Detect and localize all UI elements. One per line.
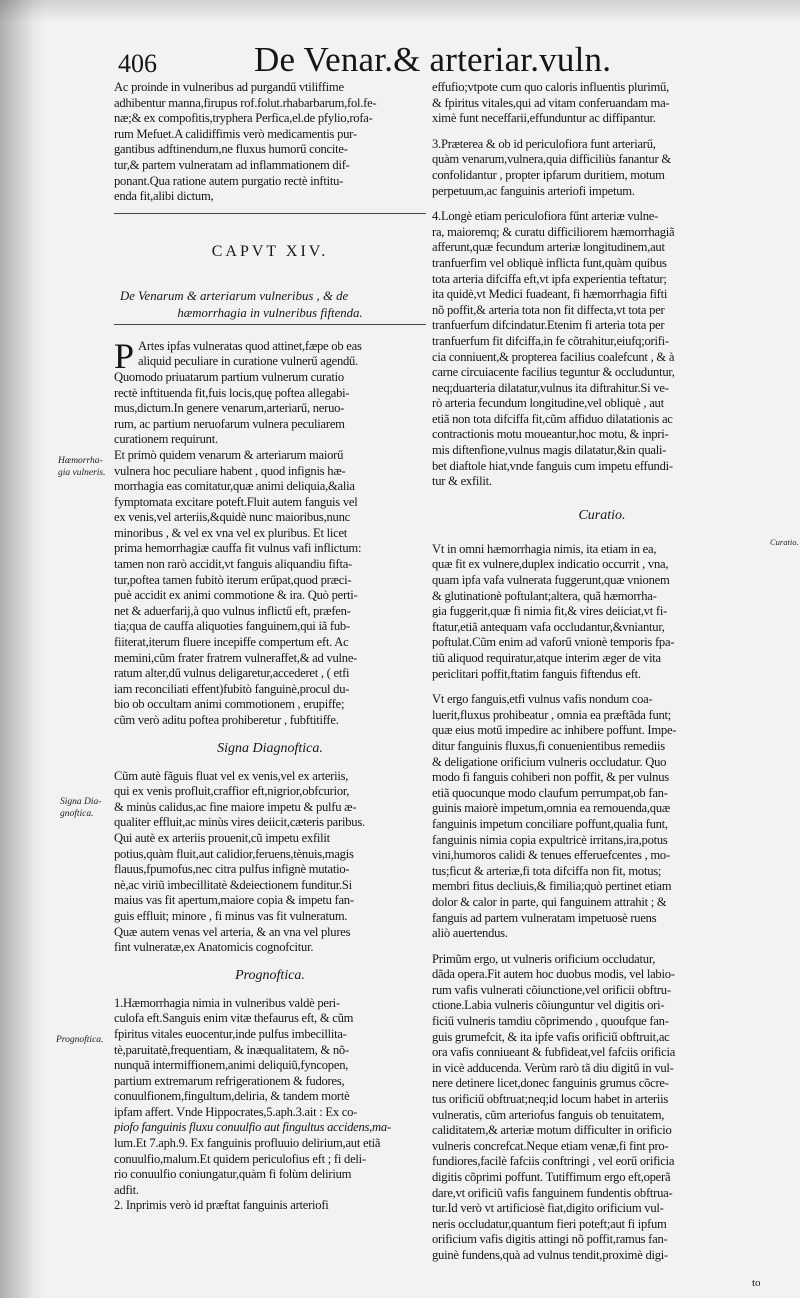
text-line: lum.Et 7.aph.9. Ex fanguinis profluuio delirium,aut etiã xyxy=(114,1136,381,1151)
text-line: periclitari poffit,ftatim fanguis fiftendus eft. xyxy=(432,666,641,681)
text-line: bio ob occultam animi commotionem , erupiffe; xyxy=(114,697,345,712)
text-line: & glutinationè poftulant;altera, quã hæmorrha- xyxy=(432,588,657,603)
text-line: carne circuiacente facilius teguntur & occluduntur, xyxy=(432,365,675,380)
text-line: tia;qua de cauffa aliquoties fanguinem,qui iã fub- xyxy=(114,619,350,634)
text-line: ftatur,etiã antequam vafa occludantur,&vniantur, xyxy=(432,619,665,634)
page-number: 406 xyxy=(118,49,157,78)
text-line: membri fitus decliuis,& fimilia;quò pertinet etiam xyxy=(432,879,672,894)
section-heading-prognostica: Prognoftica. xyxy=(235,967,305,983)
text-line: quæ eius motű impedire ac inhibere poffunt. Impe- xyxy=(432,723,677,738)
text-line: ipfam affert. Vnde Hippocrates,5.aph.3.ait : Ex co- xyxy=(114,1104,358,1119)
text-line: tur & exfilit. xyxy=(432,474,492,489)
margin-note-line: Hæmorrha- xyxy=(58,456,103,466)
paragraph-2 xyxy=(114,448,426,729)
text-line: conuulfio,malum.Et quidem periculofius eft ; fi deli- xyxy=(114,1151,366,1166)
text-line: rò arteria fecundum longitudine,vel obliquè , aut xyxy=(432,396,664,411)
text-line: curationem requirunt. xyxy=(114,432,218,447)
text-line: ratum alter,dű vulnus deligaretur,accederet , ( etfi xyxy=(114,666,350,681)
text-line: perpetuum,ac fanguinis arteriofi impetum. xyxy=(432,183,635,198)
text-line: rum vafis vulnerati cõiunctione,vel orificii obftru- xyxy=(432,982,671,997)
text-line: dolor & calor in parte, qui fanguinem attrahit ; & xyxy=(432,894,667,909)
text-line: orificium vafis digitis attingi nõ poffit,ramus fan- xyxy=(432,1232,668,1247)
right-column xyxy=(432,80,772,1264)
text-line: poftulat.Cũm enim ad vaforű vnionè temporis fpa- xyxy=(432,635,675,650)
text-line: fanguinis nimia copia expultricè irritans,ira,potus xyxy=(432,832,668,847)
text-line: 4.Longè etiam periculofiora fűnt arteriæ vulne- xyxy=(432,209,659,224)
text-line: cia conniuent,& propterea facilius coalefcunt , & à xyxy=(432,349,675,364)
text-line: tè,paruitatè,frequentiam, & inæqualitatem, & nõ- xyxy=(114,1042,349,1057)
text-line: guis effluit; minore , fi minus vas fit vulneratum. xyxy=(114,908,348,923)
text-line: Primũm ergo, ut vulneris orificium occludatur, xyxy=(432,951,656,966)
section-heading-signa: Signa Diagnoftica. xyxy=(217,740,323,756)
text-line: ora vafis conniueant & fubfideat,vel fafciis orificia xyxy=(432,1045,676,1060)
text-line: flauus,fpumofus,nec citra pulfus infignè mutatio- xyxy=(114,862,350,877)
text-line: Artes ipfas vulneratas quod attinet,fæpe ob eas xyxy=(138,338,362,353)
text-line: fymptomata excitare poteft.Fluit autem fanguis vel xyxy=(114,494,358,509)
text-line: ficiű vulneris tamdiu cõprimendo , quoufque fan- xyxy=(432,1014,669,1029)
text-line: tur.Id verò vt artificiosè fiat,digito orificium vul- xyxy=(432,1201,664,1216)
curatio-paragraph xyxy=(432,542,772,682)
drop-cap: P xyxy=(114,335,135,376)
text-line: tur,poftea tamen fubitò iterum erűpat,quod præci- xyxy=(114,572,352,587)
text-line: næ;& ex compofitis,tryphera Perfica,el.de pfylio,rofa- xyxy=(114,111,373,126)
text-line: & deligatione orificium vulneris occludatur. Quo xyxy=(432,754,667,769)
text-line: partium extremarum refrigerationem & fudores, xyxy=(114,1073,345,1088)
right-paragraph-4 xyxy=(432,209,772,490)
intro-text xyxy=(114,80,426,205)
text-line: 2. Inprimis verò id præftat fanguinis arteriofi xyxy=(114,1198,329,1213)
text-line: caliditatem,& arteriæ motum difficulter in orificio xyxy=(432,1123,672,1138)
text-line: & fpiritus vitales,qui ad vitam conferuandam ma- xyxy=(432,95,670,110)
text-line: fpiritus vitales euocentur,inde pulfus imbecillita- xyxy=(114,1026,347,1041)
text-line: qualiter effluit,ac minùs vires deiicit,cæteris paribus. xyxy=(114,815,365,830)
text-line: rio conuulfio coniungatur,quàm fi folùm delirium xyxy=(114,1167,352,1182)
text-line: tiũ aliquod requiratur,atque interim æger de vita xyxy=(432,651,661,665)
left-column xyxy=(114,80,426,1214)
margin-note-haemorrhagia xyxy=(58,455,106,479)
text-line: rum, ac partium neruofarum vulnera peculiarem xyxy=(114,416,345,431)
text-line: guis grumefcit, & ita ipfe vafis orificiű obftruit,ac xyxy=(432,1029,670,1044)
text-line: tota arteria difciffa eft,vt ipfa experientia teftatur; xyxy=(432,271,667,286)
text-line: Quæ autem venas vel arteria, & an vna vel plures xyxy=(114,924,351,939)
text-line: ponant.Qua ratione autem purgatio rectè inftitu- xyxy=(114,173,344,188)
text-line: 3.Præterea & ob id periculofiora funt arteriarű, xyxy=(432,136,656,151)
text-line: morrhagia eas comitatur,quæ animi deliquia,&alia xyxy=(114,479,355,494)
text-line: modo fi fanguis cohiberi non poffit, & per vulnus xyxy=(432,770,669,785)
margin-note-prognostica xyxy=(56,1034,103,1046)
text-line: dare,vt orificiũ vafis fanguinem fundentis obftrua- xyxy=(432,1185,673,1200)
text-line: nõ poffit,& arteria tota non fit diffecta,vt tota per xyxy=(432,302,665,317)
text-line: memini,cũm frater fratrem vulneraffet,& ad vulne- xyxy=(114,650,358,665)
margin-note-curatio xyxy=(770,536,799,548)
text-line: nè,ac viriũ imbecillitatè &deiectionem funditur.Si xyxy=(114,877,352,892)
text-line: tamen non rarò accidit,vt fanguis aliquandiu fifta- xyxy=(114,557,352,572)
text-line: contractionis motu moueantur,hoc motu, & inpri- xyxy=(432,427,669,442)
text-line: culofa eft.Sanguis enim vitæ thefaurus eft, & cũm xyxy=(114,1011,354,1026)
text-line: confolidantur , propter ipfarum duritiem, motum xyxy=(432,167,665,182)
text-line: tur,& partem vulneratam ad inflammationem dif- xyxy=(114,157,350,172)
margin-note-signa xyxy=(60,796,101,820)
text-line: neris occludatur,quantum fieri poteft;aut fi ipfum xyxy=(432,1216,667,1231)
margin-note-line: Prognoftica. xyxy=(56,1035,104,1045)
prognostica-paragraph xyxy=(114,996,426,1214)
text-line: minoribus , & vel ex vna vel ex pluribus. Et licet xyxy=(114,525,348,540)
text-line: Qui autè ex arteriis prouenit,cũ impetu exfilit xyxy=(114,830,330,845)
text-line: ra, maioremq; & curatu difficiliorem hæmorrhagiã xyxy=(432,224,675,239)
text-line: Vt ergo fanguis,etfi vulnus vafis nondum coa- xyxy=(432,692,653,707)
text-line: prima hemorrhagiæ cauffa fit vulnus vafi inflictum: xyxy=(114,541,362,556)
margin-note-line: Signa Dia- xyxy=(60,797,102,807)
text-line: Quomodo priuatarum partium vulnerum curatio xyxy=(114,369,344,384)
text-line: adhibentur manna,firupus rof.folut.rhabarbarum,fol.fe- xyxy=(114,95,377,110)
text-line: vulnera hoc peculiare habent , quod infignis hæ- xyxy=(114,463,346,478)
text-line: aliò auertendus. xyxy=(432,926,508,941)
text-line: ita quidè,vt Medici fuadeant, fi hæmorrhagia fifti xyxy=(432,287,668,302)
text-line: tranfuerfim vel obliquè inflicta funt,quàm quibus xyxy=(432,255,667,270)
text-line: etiã non tota difciffa fit,cũm affiduo dilatationis ac xyxy=(432,411,673,426)
right-paragraph-effusio xyxy=(432,80,772,127)
text-line: ditur fanguinis fluxus,fi conuenientibus remediis xyxy=(432,738,665,753)
text-line: tus;ficut & arteriæ,fi tota difciffa non fit, motus; xyxy=(432,863,662,878)
primum-paragraph xyxy=(432,952,772,1264)
text-line: neq;duarteria dilatatur,vulnus ita diftrahitur.Si ve- xyxy=(432,380,669,395)
text-line: Et primò quidem venarum & arteriarum maiorű xyxy=(114,447,344,462)
chapter-title-line: De Venarum & arteriarum vulneribus , & de xyxy=(120,288,349,303)
right-paragraph-3 xyxy=(432,137,772,199)
ergo-paragraph xyxy=(432,692,772,942)
text-line: fanguinis impetum conciliare poffunt,qualia funt, xyxy=(432,816,668,831)
text-line: cũm verò aditu poftea prohiberetur , fubftitiffe. xyxy=(114,713,339,727)
catchword: to xyxy=(752,1277,761,1289)
text-line: fundiores,facilè fafciis conftringi , vel eorű orificia xyxy=(432,1154,675,1169)
paragraph-1 xyxy=(114,335,426,448)
text-line: bet diaftole hiat,vnde fanguis cum impetu effundi- xyxy=(432,458,673,473)
text-line: tranfuerfum fit difciffa,in fe cõtrahitur,eiufq;orifi- xyxy=(432,333,669,348)
text-line: aliquid peculiare in curatione vulnerű agendű. xyxy=(138,354,358,369)
text-line: vulneratis, cũm arteriofus fanguis ob tenuitatem, xyxy=(432,1107,665,1122)
text-line: quam ipfa vafa vulnerata fuggerunt,quæ vnionem xyxy=(432,573,670,588)
chapter-title xyxy=(114,288,426,325)
text-line: gantibus adftinendum,ne fluxus humorű concite- xyxy=(114,142,348,157)
text-line: dãda opera.Fit autem hoc duobus modis, vel labio- xyxy=(432,967,675,982)
text-line: ximè funt neceffarii,effunduntur ac diffipantur. xyxy=(432,111,656,126)
text-line: gia fuggerit,quæ fi nimia fit,& vires deiiciat,vt fi- xyxy=(432,604,668,619)
margin-note-line: gnoftica. xyxy=(60,809,94,819)
text-line: guinè fundens,quà ad vulnus tendit,proximè digi- xyxy=(432,1247,668,1262)
text-line: fint vulneratæ,ex Anatomicis cognofcitur. xyxy=(114,940,314,955)
text-line: & minùs calidus,ac fine maiore impetu & pulfu æ- xyxy=(114,799,357,814)
text-line: tranfuerfum difcindatur.Etenim fi arteria tota per xyxy=(432,318,665,333)
text-line: tus orificiű obftruat;neq;id locum habet in arteriis xyxy=(432,1092,669,1107)
text-line: vini,humoros calidi & tenues efferuefcentes , mo- xyxy=(432,848,670,863)
text-line: quæ fit ex vulnere,duplex indicatio occurrit , vna, xyxy=(432,557,669,572)
section-heading-curatio: Curatio. xyxy=(578,507,626,523)
text-line: afferunt,quæ fecundum arteriæ longitudinem,aut xyxy=(432,240,665,255)
text-line: conuulfionem,fingultum,deliria, & tandem mortè xyxy=(114,1089,350,1104)
signa-paragraph xyxy=(114,769,426,956)
text-line: etiã quocunque modo claufum perrumpat,ob fan- xyxy=(432,785,668,800)
text-line: fiiterat,iterum fluere incepiffe compertum eft. Ac xyxy=(114,635,349,650)
text-line: fanguis ad partem vulneratam impetuosè ruens xyxy=(432,910,657,925)
text-line: ex venis,vel arteriis,&quidè nunc maioribus,nunc xyxy=(114,510,350,525)
text-line: maius vas fit apertum,maiore copia & impetu fan- xyxy=(114,893,354,908)
text-line: piofo fanguinis fluxu conuulfio aut fingultus accidens,ma- xyxy=(114,1120,391,1135)
text-line: qui ex venis profluit,craffior eft,nigrior,obfcurior, xyxy=(114,784,350,799)
text-line: quàm venarum,vulnera,quia difficiliùs fanantur & xyxy=(432,152,671,167)
text-line: Ac proinde in vulneribus ad purgandű vtiliffime xyxy=(114,80,344,94)
text-line: mus,dictum.In genere venarum,arteriarű, neruo- xyxy=(114,401,345,416)
text-line: enda fit,alibi dictum, xyxy=(114,189,214,204)
chapter-heading: CAPVT XIV. xyxy=(211,242,329,260)
text-line: Vt in omni hæmorrhagia nimis, ita etiam in ea, xyxy=(432,541,657,556)
text-line: luerit,fluxus prohibeatur , omnia ea præftãda funt; xyxy=(432,707,672,722)
chapter-title-line: hæmorrhagia in vulneribus fiftenda. xyxy=(114,305,426,325)
text-line: guinis maiorè impetum,omnia ea remouenda,quæ xyxy=(432,801,671,816)
text-line: iam reconciliati effent)fubitò fanguinè,procul du- xyxy=(114,681,350,696)
text-line: puè accidit ex animi commotione & ira. Quò perti- xyxy=(114,588,358,603)
text-line: potius,quàm fluit,aut calidior,feruens,tènuis,magis xyxy=(114,846,354,861)
text-line: mis diftenfione,vulnus magis dilatatur,&in quali- xyxy=(432,443,667,458)
text-line: nere detinere licet,donec fanguinis grumus cõcre- xyxy=(432,1076,669,1091)
text-line: adfit. xyxy=(114,1182,139,1197)
text-line: digitis cõprimi poffunt. Tutiffimum ergo eft,operã xyxy=(432,1170,671,1184)
text-line: net & aduerfarij,à quo vulnus inflictű eft, præfen- xyxy=(114,603,351,618)
margin-note-line: gia vulneris. xyxy=(58,468,106,478)
text-line: rectè inftituenda fit,fuis locis,quę poftea allegabi- xyxy=(114,385,350,400)
text-line: rum Mefuet.A calidiffimis verò medicamentis pur- xyxy=(114,126,357,141)
text-line: 1.Hæmorrhagia nimia in vulneribus valdè peri- xyxy=(114,995,340,1010)
text-line: Cũm autè fãguis fluat vel ex venis,vel ex arteriis, xyxy=(114,768,349,783)
text-line: effufio;vtpote cum quo caloris influentis plurimű, xyxy=(432,80,669,94)
chapter-divider xyxy=(114,213,426,214)
margin-note-line: Curatio. xyxy=(770,537,799,547)
text-line: vulneris concrefcat.Neque etiam venæ,fi fint pro- xyxy=(432,1138,669,1153)
text-line: nunquã intermiffionem,animi deliquiũ,fyncopen, xyxy=(114,1058,349,1073)
text-line: ctione.Labia vulneris cõiunguntur vel digitis ori- xyxy=(432,998,665,1013)
running-head: De Venar.& arteriar.vuln. xyxy=(254,40,612,79)
text-line: in vicè adducenda. Verùm rarò tã diu digitű in vul- xyxy=(432,1060,674,1075)
